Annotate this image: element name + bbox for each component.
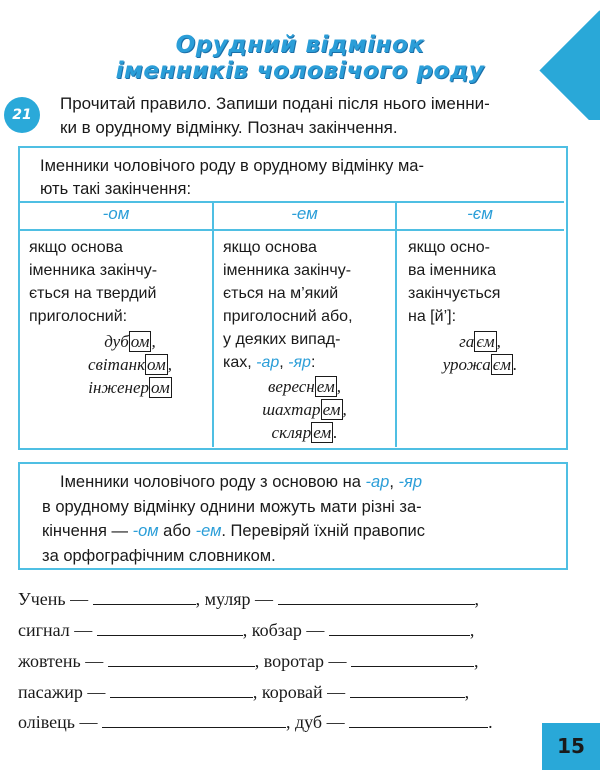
ending-mark: ом (147, 355, 166, 374)
table-divider (20, 201, 564, 203)
exercise-row: сигнал — , кобзар — , (18, 620, 475, 640)
table-divider (20, 229, 564, 231)
rule-desc-line: іменника закінчу- (223, 262, 352, 279)
rule-note-line: за орфографічним словником. (42, 546, 276, 565)
exercise-row: жовтень — , воротар — , (18, 651, 479, 671)
rule-desc-line: ється на твердий (29, 285, 157, 302)
rule-desc-line: ва іменника (408, 262, 496, 279)
answer-blank[interactable] (108, 650, 255, 667)
answer-blank[interactable] (97, 619, 243, 636)
exercise-row: Учень — , муляр — , (18, 589, 480, 609)
ending-header-om: -ом (102, 204, 130, 223)
example-word: скляр ем . (271, 423, 338, 442)
ending-mark: ем (313, 423, 332, 442)
example-word: світанк ом , (88, 355, 172, 374)
ending-mark: ем (322, 400, 341, 419)
rule-desc-line: якщо основа (29, 239, 123, 256)
example-word: га єм , (459, 332, 501, 351)
rule-desc-line: ках, -ар, -яр: (223, 354, 316, 371)
rule-column-om (29, 236, 211, 328)
answer-blank[interactable] (329, 619, 470, 636)
answer-blank[interactable] (93, 588, 196, 605)
rule-note-line: Іменники чоловічого роду з основою на -ар, -яр (60, 473, 423, 491)
answer-blank[interactable] (351, 650, 474, 667)
ending-mark: ом (130, 332, 150, 351)
rule-desc-line: ється на м’який (223, 285, 339, 302)
example-word: вересн ем , (268, 377, 341, 396)
task-text-line: Прочитай правило. Запиши подані після нього іменни- (60, 94, 490, 113)
answer-blank[interactable] (349, 711, 488, 728)
task-instruction (60, 92, 560, 140)
examples-om (20, 330, 240, 399)
example-word: інженер ом (88, 378, 170, 397)
ending-mark: ом (151, 378, 170, 397)
rule-desc-line: якщо основа (223, 239, 317, 256)
rule-desc-line: приголосний: (29, 308, 128, 325)
example-word: урожа єм . (442, 355, 518, 374)
task-number-badge: 21 (4, 97, 40, 133)
page-title-line2: іменників чоловічого роду (115, 58, 485, 84)
rule-intro-line: ють такі закінчення: (40, 180, 192, 198)
rule-desc-line: на [й’]: (408, 308, 457, 325)
rule-desc-line: закінчується (408, 285, 501, 302)
exercise-row: пасажир — , коровай — , (18, 682, 470, 702)
answer-blank[interactable] (102, 711, 286, 728)
table-divider (395, 201, 397, 447)
example-word: шахтар ем , (262, 400, 347, 419)
answer-blank[interactable] (278, 588, 475, 605)
rule-column-yem (408, 236, 558, 328)
examples-em (214, 375, 395, 444)
rule-desc-line: приголосний або, (223, 308, 353, 325)
ending-mark: ем (316, 377, 335, 396)
rule-desc-line: іменника закінчу- (29, 262, 158, 279)
rule-desc-line: у деяких випад- (223, 331, 341, 348)
rule-note-line: кінчення — -ом або -ем. Перевіряй їхній правопис (42, 522, 425, 540)
answer-blank[interactable] (110, 681, 253, 698)
answer-blank[interactable] (350, 681, 465, 698)
rule-intro (40, 155, 552, 201)
page-number: 15 (542, 723, 600, 770)
page-title-line1: Орудний відмінок (175, 32, 425, 58)
rule-intro-line: Іменники чоловічого роду в орудному відмінку ма- (40, 157, 424, 175)
rule-desc-line: якщо осно- (408, 239, 490, 256)
ending-header-em: -ем (291, 204, 318, 223)
ending-mark: єм (492, 355, 511, 374)
rule-note (42, 470, 557, 568)
rule-column-em (223, 236, 393, 374)
rule-note-line: в орудному відмінку однини можуть мати різні за- (42, 497, 422, 516)
exercise-row: олівець — , дуб — . (18, 712, 493, 732)
ending-mark: єм (476, 332, 495, 351)
ending-header-yem: -єм (467, 204, 493, 223)
example-word: дуб ом , (104, 332, 156, 351)
task-text-line: ки в орудному відмінку. Познач закінчення. (60, 118, 398, 137)
examples-yem (397, 330, 563, 376)
